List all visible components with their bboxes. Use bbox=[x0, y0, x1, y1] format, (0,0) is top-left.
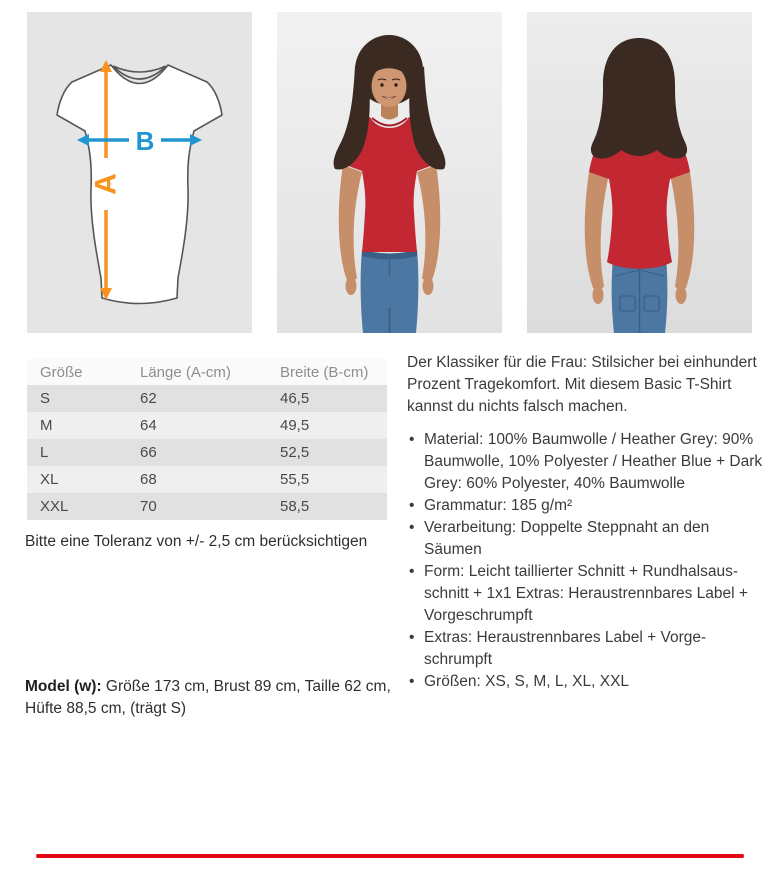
table-row bbox=[27, 439, 387, 466]
bottom-accent-bar bbox=[36, 854, 744, 858]
table-cell: XXL bbox=[27, 493, 127, 520]
table-cell: 49,5 bbox=[267, 412, 387, 439]
table-header-cell: Breite (B-cm) bbox=[267, 359, 387, 385]
table-cell: 70 bbox=[127, 493, 267, 520]
table-cell: 68 bbox=[127, 466, 267, 493]
table-header-cell: Länge (A-cm) bbox=[127, 359, 267, 385]
size-table-body bbox=[27, 385, 387, 520]
model-info bbox=[25, 676, 403, 720]
size-section bbox=[25, 359, 387, 551]
table-cell: XL bbox=[27, 466, 127, 493]
model-back-photo[interactable] bbox=[527, 12, 752, 333]
table-header-cell: Größe bbox=[27, 359, 127, 385]
feature-list-item: • Verarbeitung: Doppelte Steppnaht an den Säumen bbox=[407, 517, 763, 561]
feature-list bbox=[407, 429, 763, 693]
model-front-photo[interactable] bbox=[277, 12, 502, 333]
table-cell: 66 bbox=[127, 439, 267, 466]
table-cell: 64 bbox=[127, 412, 267, 439]
product-images-row bbox=[27, 12, 752, 333]
size-diagram-image[interactable] bbox=[27, 12, 252, 333]
feature-list-item: • Größen: XS, S, M, L, XL, XXL bbox=[407, 671, 763, 693]
table-cell: 58,5 bbox=[267, 493, 387, 520]
table-cell: 55,5 bbox=[267, 466, 387, 493]
feature-list-item: • Material: 100% Baumwolle / Heather Grey: 90% Baumwolle, 10% Polyester / Heather Blue + Dark Grey: 60% Polyester, 40% Baumwolle bbox=[407, 429, 763, 495]
product-description bbox=[407, 352, 763, 693]
tolerance-note: Bitte eine Toleranz von +/- 2,5 cm berücksichtigen bbox=[25, 533, 368, 550]
dimension-label-a: A bbox=[89, 173, 123, 195]
feature-list-item: • Extras: Heraustrennbares Label + Vorgeschrumpft bbox=[407, 627, 763, 671]
table-cell: M bbox=[27, 412, 127, 439]
table-cell: L bbox=[27, 439, 127, 466]
table-cell: S bbox=[27, 385, 127, 412]
table-cell: 52,5 bbox=[267, 439, 387, 466]
table-cell: 46,5 bbox=[267, 385, 387, 412]
size-table-header-row bbox=[27, 359, 387, 385]
table-row bbox=[27, 385, 387, 412]
tshirt-measurement-diagram-icon bbox=[27, 12, 252, 333]
size-table bbox=[27, 359, 387, 520]
description-intro: Der Klassiker für die Frau: Stilsicher bei einhundert Prozent Tragekomfort. Mit diesem Basic T-Shirt kannst du nichts falsch machen. bbox=[407, 354, 757, 415]
model-front-illustration bbox=[277, 12, 502, 333]
table-row bbox=[27, 412, 387, 439]
table-row bbox=[27, 466, 387, 493]
table-row bbox=[27, 493, 387, 520]
model-info-text: Größe 173 cm, Brust 89 cm, Taille 62 cm, Hüfte 88,5 cm, (trägt S) bbox=[25, 678, 391, 717]
feature-list-item: • Grammatur: 185 g/m² bbox=[407, 495, 763, 517]
model-info-label: Model (w): bbox=[25, 678, 102, 695]
model-back-illustration bbox=[527, 12, 752, 333]
dimension-label-b: B bbox=[135, 126, 155, 156]
feature-list-item: • Form: Leicht taillierter Schnitt + Rundhalsausschnitt + 1x1 Extras: Heraustrennbares Label + Vorgeschrumpft bbox=[407, 561, 763, 627]
table-cell: 62 bbox=[127, 385, 267, 412]
